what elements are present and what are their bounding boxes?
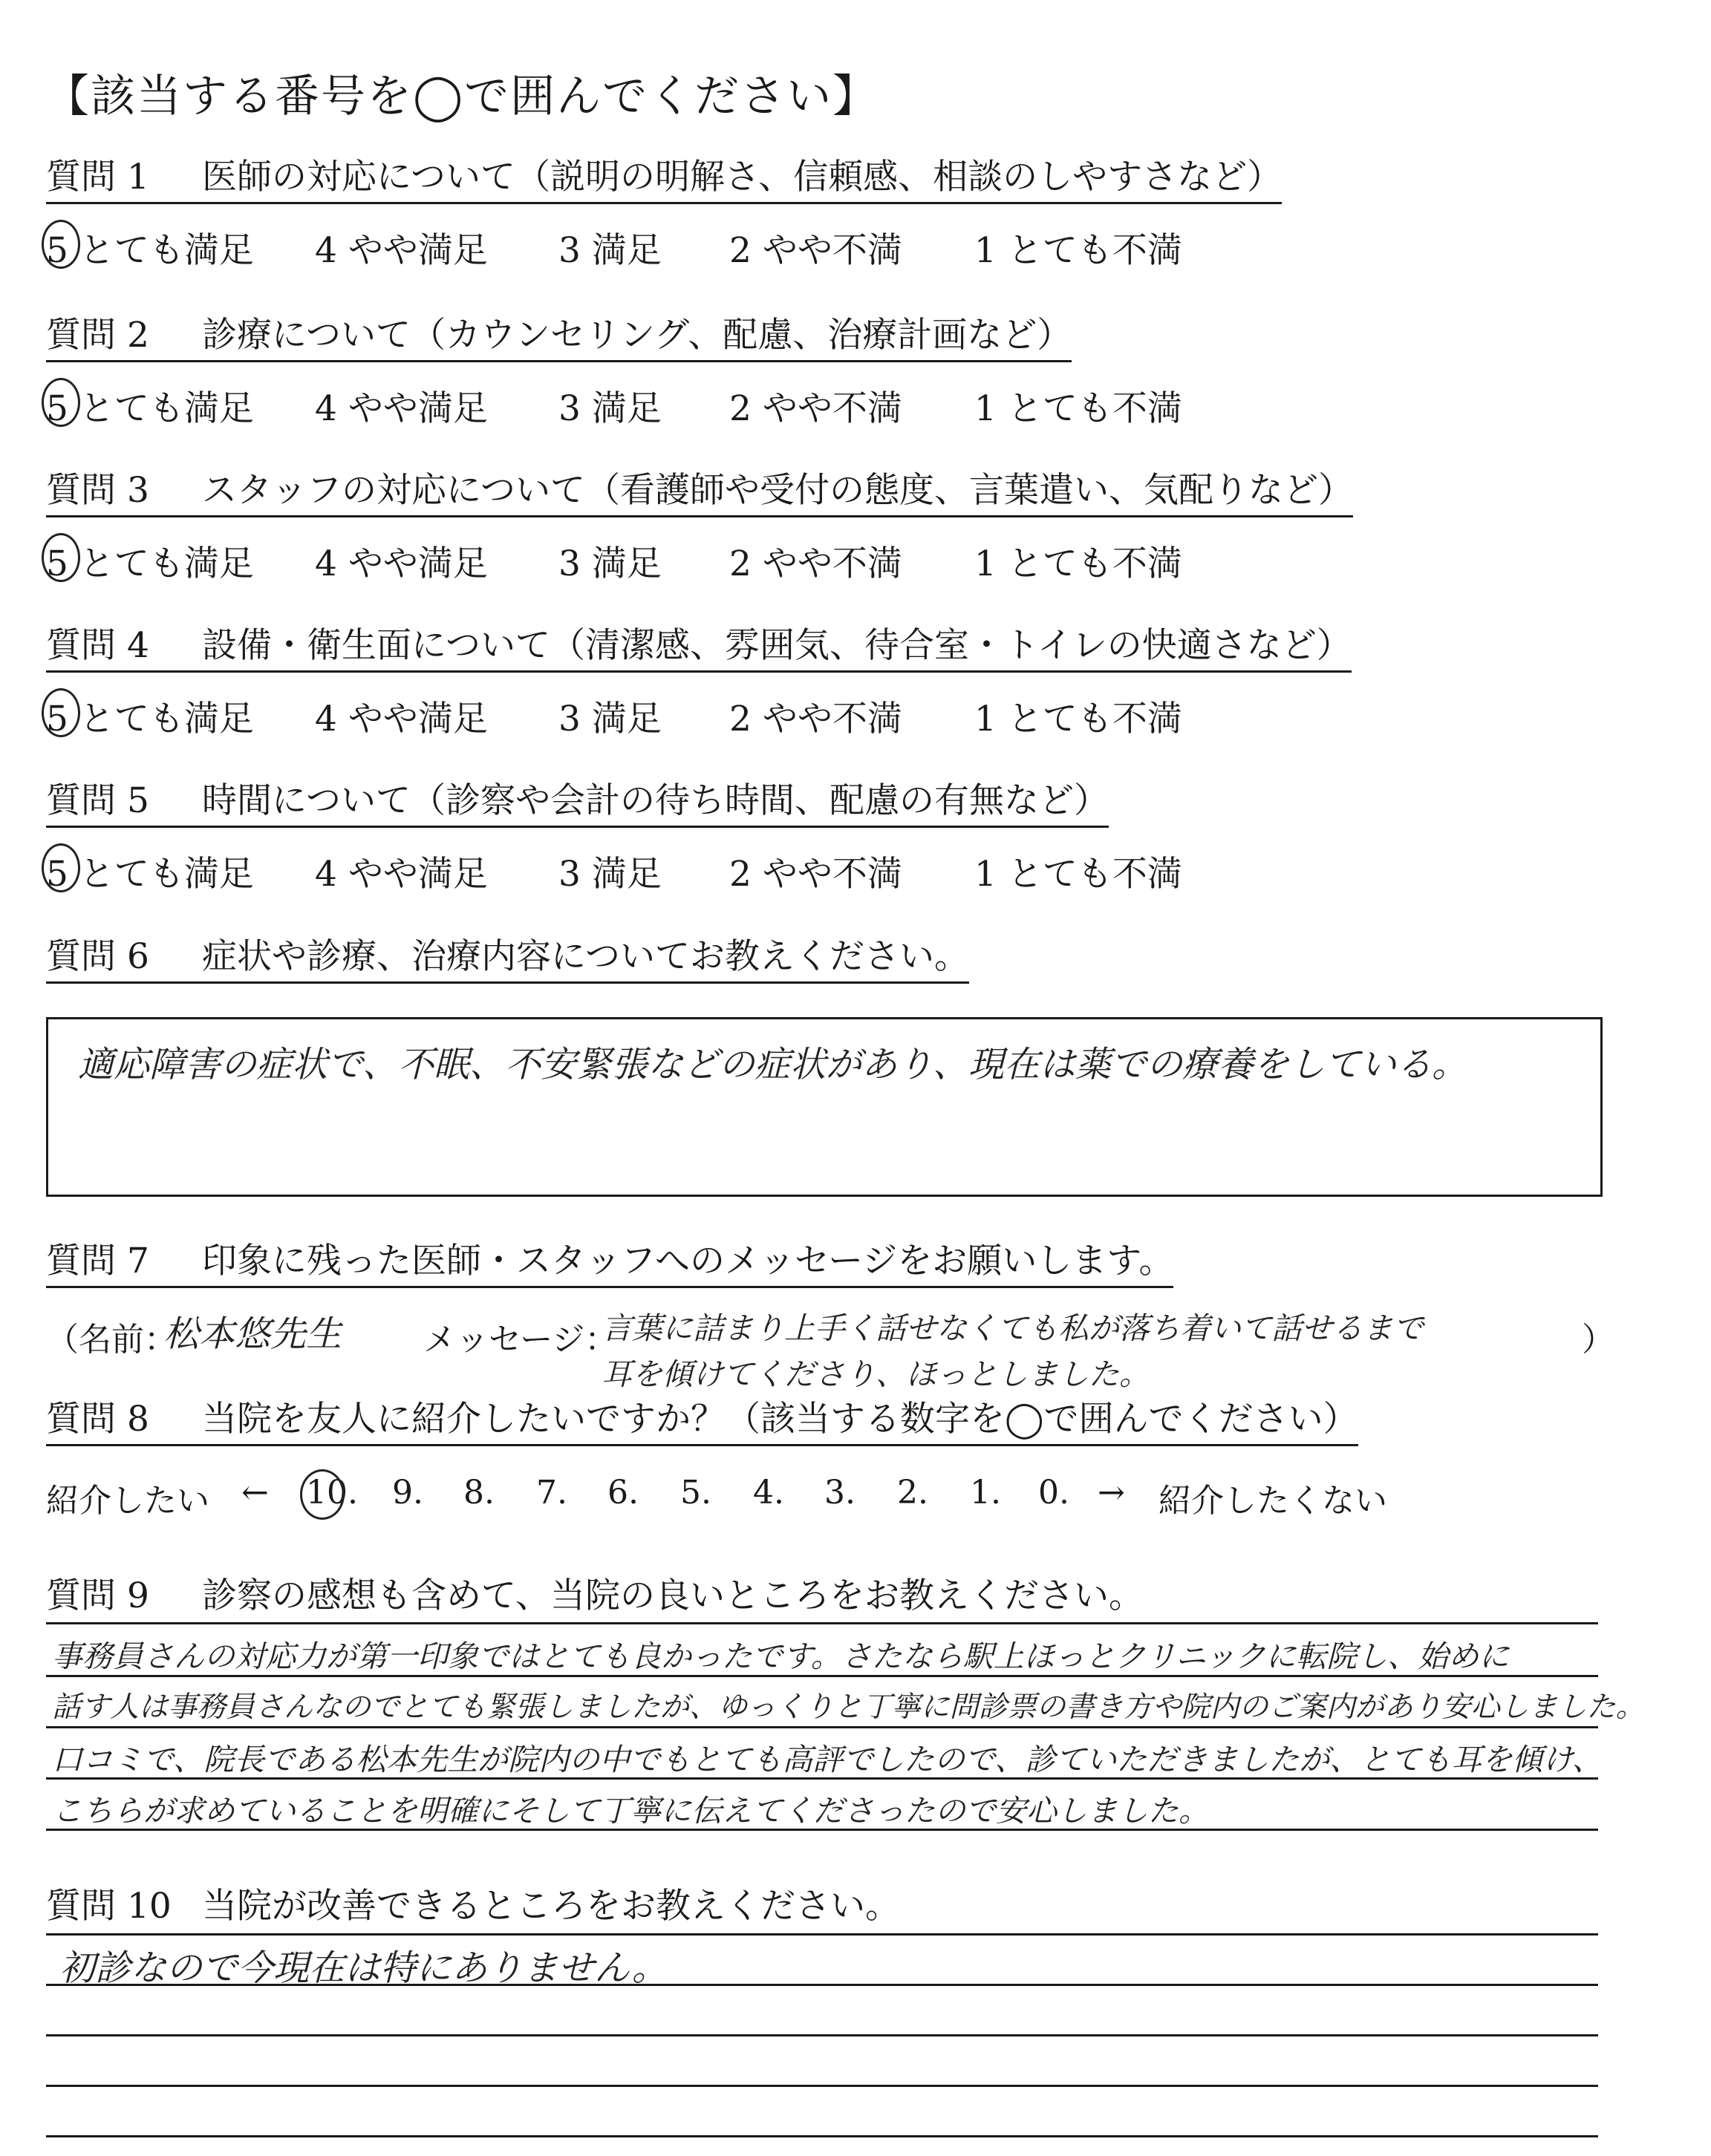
form-header: 【該当する番号を◯で囲んでください】 xyxy=(45,71,879,122)
score-4[interactable]: 4. xyxy=(753,1474,784,1512)
q4-option-2[interactable]: 2 やや不満 xyxy=(729,699,902,739)
question-6-text: 症状や診療、治療内容についてお教えください。 xyxy=(202,936,970,977)
question-5-title xyxy=(46,781,1109,828)
q4-option-5[interactable]: 5 とても満足 xyxy=(46,691,254,741)
q10-rule-5 xyxy=(46,2135,1598,2137)
question-9-text: 診察の感想も含めて、当院の良いところをお教えください。 xyxy=(202,1575,1144,1616)
question-5-options xyxy=(46,846,1308,895)
q2-option-1[interactable]: 1 とても不満 xyxy=(974,388,1182,429)
q5-circle-mark xyxy=(42,843,80,892)
q3-option-3[interactable]: 3 満足 xyxy=(558,543,662,584)
score-1[interactable]: 1. xyxy=(970,1474,1001,1512)
q4-circle-mark xyxy=(42,688,80,737)
q10-answer-line-1[interactable]: 初診なので今現在は特にありません。 xyxy=(59,1947,668,1989)
q4-option-3[interactable]: 3 満足 xyxy=(558,699,662,739)
question-1-text: 医師の対応について（説明の明解さ、信頼感、相談のしやすさなど） xyxy=(202,157,1283,197)
score-8[interactable]: 8. xyxy=(463,1474,495,1512)
question-4-title xyxy=(46,626,1352,673)
question-10-number: 質問 10 xyxy=(46,1886,172,1927)
q9-answer-line-3[interactable]: 口コミで、院長である松本先生が院内の中でもとても高評でしたので、診ていただきましたが、とても耳を傾け、 xyxy=(52,1742,1603,1777)
q3-option-5[interactable]: 5 とても満足 xyxy=(46,536,254,586)
q9-answer-line-2[interactable]: 話す人は事務員さんなのでとても緊張しましたが、ゆっくりと丁寧に問診票の書き方や院内のご案内があり安心しました。 xyxy=(52,1690,1645,1724)
q2-option-3[interactable]: 3 満足 xyxy=(558,388,662,429)
score-10[interactable]: 10. xyxy=(306,1474,358,1512)
score-7[interactable]: 7. xyxy=(536,1474,567,1512)
question-9-number: 質問 9 xyxy=(46,1575,149,1616)
q9-rule-3 xyxy=(46,1726,1598,1728)
q2-option-5[interactable]: 5 とても満足 xyxy=(46,381,254,431)
question-7-text: 印象に残った医師・スタッフへのメッセージをお願いします。 xyxy=(202,1241,1174,1281)
q5-option-3[interactable]: 3 満足 xyxy=(558,854,662,895)
q5-option-5[interactable]: 5 とても満足 xyxy=(46,846,254,896)
question-8-title xyxy=(46,1399,1358,1446)
question-10-title xyxy=(46,1878,900,1928)
q10-rule-2 xyxy=(46,1984,1598,1986)
q2-option-2[interactable]: 2 やや不満 xyxy=(729,388,902,429)
q1-option-1[interactable]: 1 とても不満 xyxy=(974,230,1182,271)
question-6-answer: 適応障害の症状で、不眠、不安緊張などの症状があり、現在は薬での療養をしている。 xyxy=(78,1044,1468,1085)
question-6-answer-box[interactable] xyxy=(46,1017,1603,1197)
q10-rule-1 xyxy=(46,1933,1598,1936)
recommend-left-label: 紹介したい xyxy=(46,1482,209,1520)
q3-circle-mark xyxy=(42,533,80,582)
q1-option-4[interactable]: 4 やや満足 xyxy=(315,230,488,271)
question-6-number: 質問 6 xyxy=(46,936,149,977)
question-10-text: 当院が改善できるところをお教えください。 xyxy=(202,1886,900,1927)
score-0[interactable]: 0. xyxy=(1038,1474,1069,1512)
question-4-text: 設備・衛生面について（清潔感、雰囲気、待合室・トイレの快適さなど） xyxy=(202,625,1352,666)
q4-option-1[interactable]: 1 とても不満 xyxy=(974,699,1182,739)
question-1-number: 質問 1 xyxy=(46,157,149,197)
question-3-number: 質問 3 xyxy=(46,470,149,511)
left-arrow-icon: ← xyxy=(241,1474,269,1512)
question-8-text: 当院を友人に紹介したいですか？（該当する数字を◯で囲んでください） xyxy=(202,1399,1358,1440)
q3-option-2[interactable]: 2 やや不満 xyxy=(729,543,902,584)
question-2-number: 質問 2 xyxy=(46,315,149,356)
message-label: メッセージ： xyxy=(423,1321,618,1359)
q9-answer-line-4[interactable]: こちらが求めていることを明確にそして丁寧に伝えてくださったので安心しました。 xyxy=(52,1793,1209,1829)
q5-option-2[interactable]: 2 やや不満 xyxy=(729,854,902,895)
question-3-options xyxy=(46,536,1308,584)
question-6-title xyxy=(46,937,969,984)
question-1-options xyxy=(46,223,1308,271)
question-7-number: 質問 7 xyxy=(46,1241,149,1281)
q2-option-4[interactable]: 4 やや満足 xyxy=(315,388,488,429)
question-9-title xyxy=(46,1568,1144,1618)
q2-circle-mark xyxy=(42,378,80,427)
question-2-options xyxy=(46,381,1308,429)
score-circle-mark xyxy=(300,1469,345,1520)
q1-option-3[interactable]: 3 満足 xyxy=(558,230,662,271)
score-5[interactable]: 5. xyxy=(680,1474,711,1512)
name-label: （名前： xyxy=(46,1321,177,1359)
q1-circle-mark xyxy=(42,220,80,269)
message-line-2[interactable]: 耳を傾けてくださり、ほっとしました。 xyxy=(602,1356,1150,1392)
q9-answer-line-1[interactable]: 事務員さんの対応力が第一印象ではとても良かったです。さたなら駅上ほっとクリニックに転院し、始めに xyxy=(52,1639,1510,1674)
score-2[interactable]: 2. xyxy=(897,1474,928,1512)
question-5-number: 質問 5 xyxy=(46,780,149,821)
q4-option-4[interactable]: 4 やや満足 xyxy=(315,699,488,739)
question-5-text: 時間について（診察や会計の待ち時間、配慮の有無など） xyxy=(202,780,1109,821)
q3-option-1[interactable]: 1 とても不満 xyxy=(974,543,1182,584)
question-7-title xyxy=(46,1241,1173,1288)
q5-option-4[interactable]: 4 やや満足 xyxy=(315,854,488,895)
message-line-1[interactable]: 言葉に詰まり上手く話せなくても私が落ち着いて話せるまで xyxy=(602,1310,1424,1346)
q10-rule-3 xyxy=(46,2034,1598,2036)
question-3-text: スタッフの対応について（看護師や受付の態度、言葉遣い、気配りなど） xyxy=(202,470,1354,511)
question-4-number: 質問 4 xyxy=(46,625,149,666)
q9-rule-1 xyxy=(46,1622,1598,1624)
question-4-options xyxy=(46,691,1308,739)
q9-rule-2 xyxy=(46,1675,1598,1677)
recommend-right-label: 紹介したくない xyxy=(1158,1482,1387,1520)
message-close-paren: ） xyxy=(1582,1321,1614,1359)
q1-option-5[interactable]: 5 とても満足 xyxy=(46,223,254,272)
q9-rule-4 xyxy=(46,1777,1598,1780)
q10-rule-4 xyxy=(46,2085,1598,2087)
score-9[interactable]: 9. xyxy=(392,1474,423,1512)
name-value[interactable]: 松本悠先生 xyxy=(163,1313,342,1355)
score-6[interactable]: 6. xyxy=(607,1474,639,1512)
q1-option-2[interactable]: 2 やや不満 xyxy=(729,230,902,271)
q5-option-1[interactable]: 1 とても不満 xyxy=(974,854,1182,895)
question-2-title xyxy=(46,316,1072,362)
question-1-title xyxy=(46,157,1282,204)
q9-rule-5 xyxy=(46,1829,1598,1831)
question-8-number: 質問 8 xyxy=(46,1399,149,1440)
q3-option-4[interactable]: 4 やや満足 xyxy=(315,543,488,584)
question-2-text: 診療について（カウンセリング、配慮、治療計画など） xyxy=(202,315,1072,356)
question-3-title xyxy=(46,471,1353,517)
score-3[interactable]: 3. xyxy=(824,1474,856,1512)
right-arrow-icon: → xyxy=(1098,1474,1125,1512)
